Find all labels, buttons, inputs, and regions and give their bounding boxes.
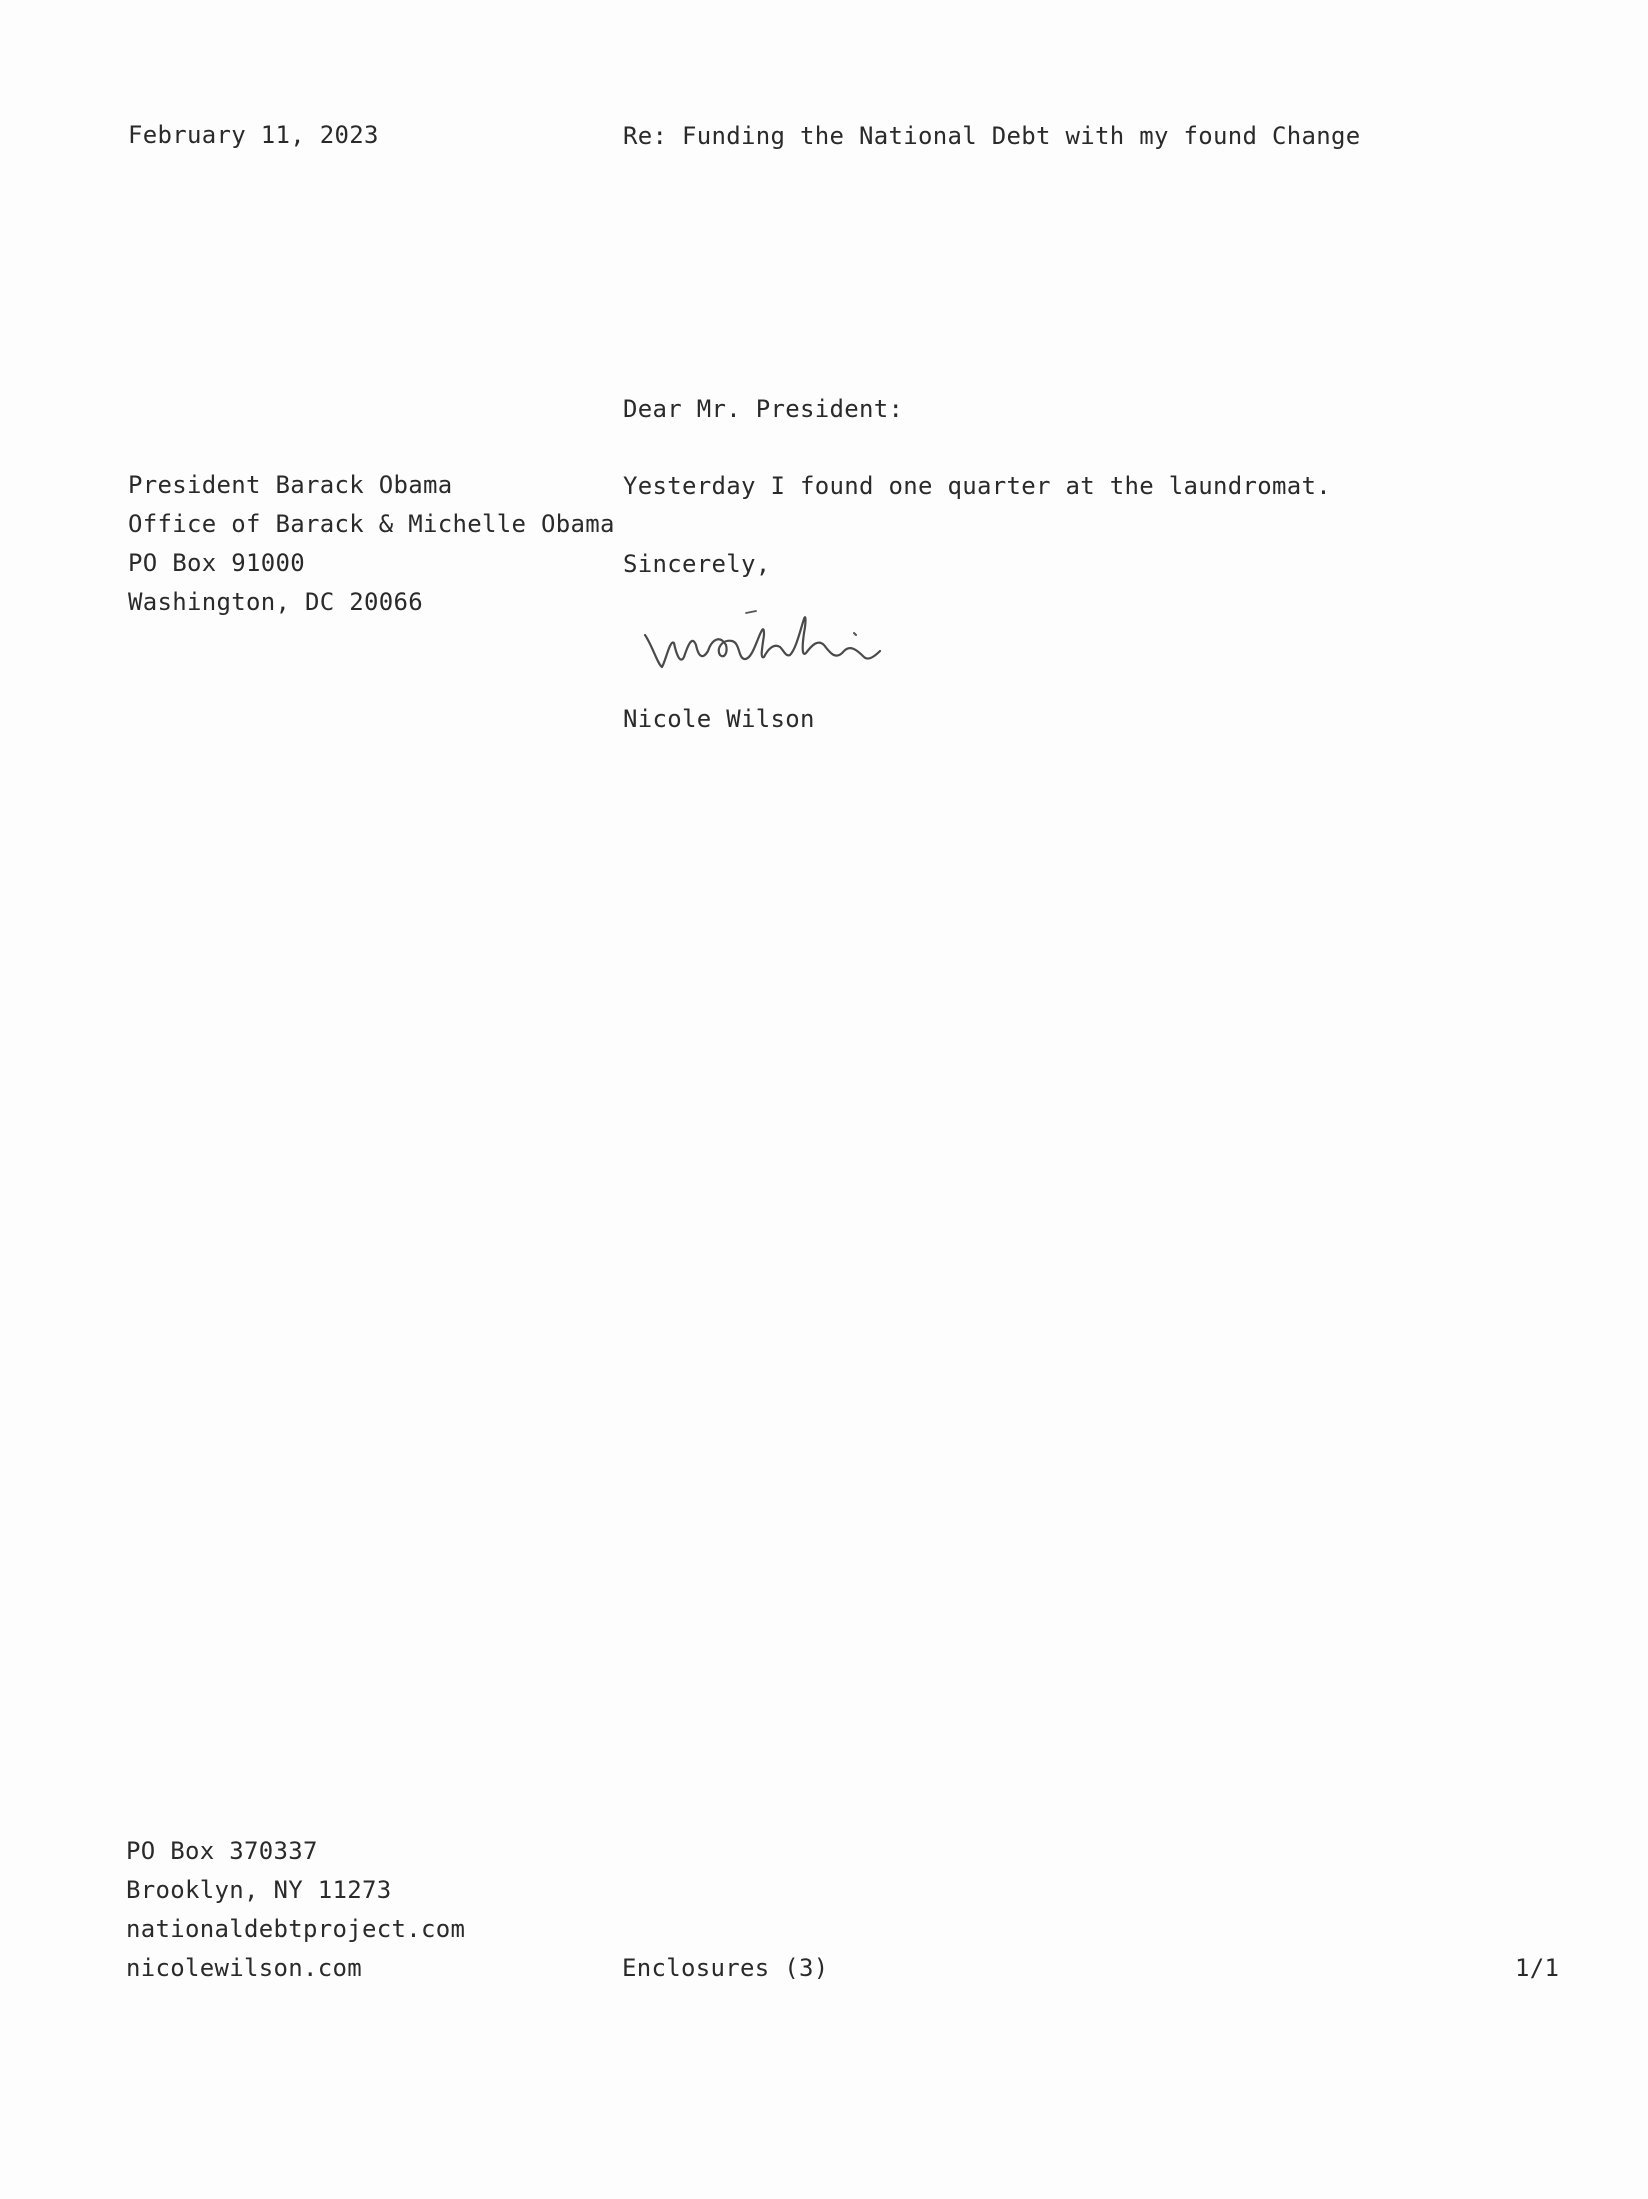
letter-body: Yesterday I found one quarter at the laundromat. bbox=[623, 472, 1331, 500]
recipient-city-state-zip: Washington, DC 20066 bbox=[128, 588, 423, 616]
sender-website-personal: nicolewilson.com bbox=[126, 1954, 362, 1982]
handwritten-signature bbox=[640, 605, 970, 685]
enclosures-note: Enclosures (3) bbox=[622, 1954, 829, 1982]
sender-address bbox=[126, 1832, 465, 1988]
subject-line: Re: Funding the National Debt with my found Change bbox=[623, 122, 1361, 150]
letter-date: February 11, 2023 bbox=[128, 121, 379, 149]
signer-name: Nicole Wilson bbox=[623, 705, 815, 733]
page-number: 1/1 bbox=[1515, 1954, 1560, 1982]
closing: Sincerely, bbox=[623, 550, 771, 578]
recipient-office: Office of Barack & Michelle Obama bbox=[128, 510, 615, 538]
sender-website-project: nationaldebtproject.com bbox=[126, 1915, 466, 1943]
recipient-address bbox=[128, 466, 615, 622]
salutation: Dear Mr. President: bbox=[623, 395, 904, 423]
recipient-po-box: PO Box 91000 bbox=[128, 549, 305, 577]
recipient-name: President Barack Obama bbox=[128, 471, 453, 499]
sender-po-box: PO Box 370337 bbox=[126, 1837, 318, 1865]
sender-city-state-zip: Brooklyn, NY 11273 bbox=[126, 1876, 392, 1904]
